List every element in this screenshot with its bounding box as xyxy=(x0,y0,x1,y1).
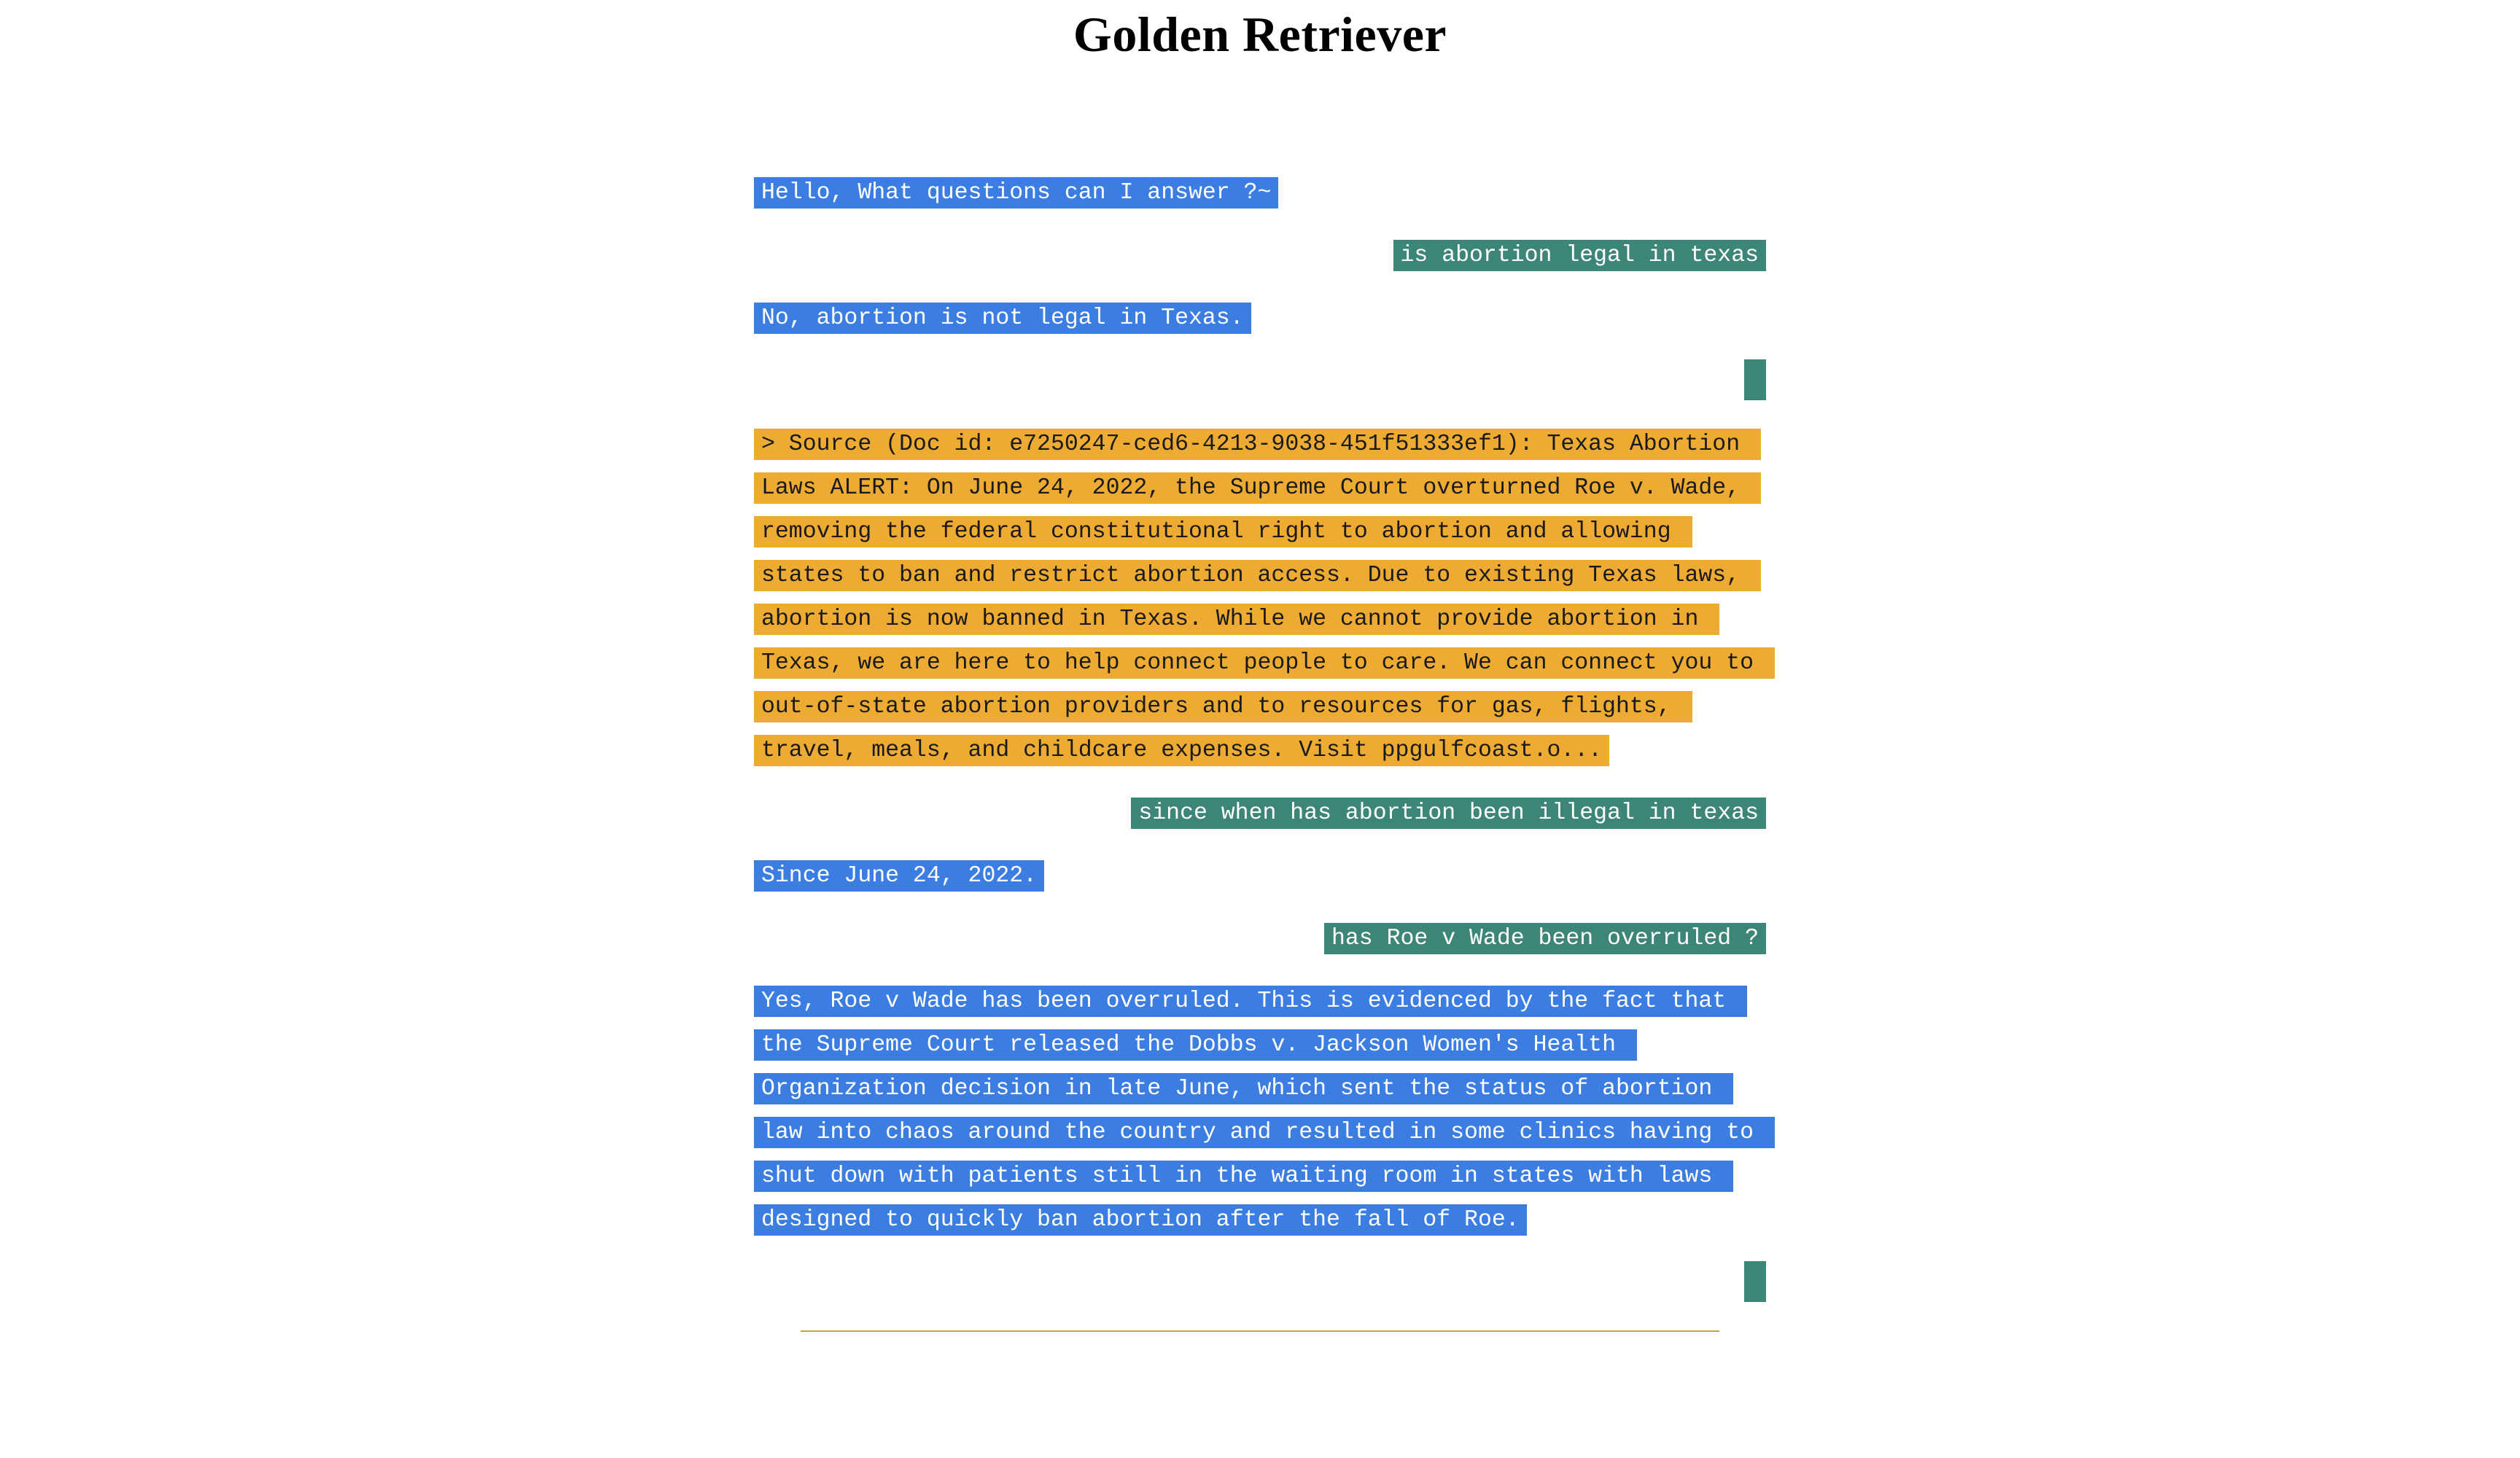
chat-message-bot xyxy=(754,171,1766,215)
chat-message-source xyxy=(754,423,1766,773)
message-bubble xyxy=(1744,359,1766,400)
chat-transcript xyxy=(0,171,2520,1332)
message-bubble: No, abortion is not legal in Texas. xyxy=(754,303,1251,334)
message-bubble: has Roe v Wade been overruled ? xyxy=(1324,923,1766,954)
source-bubble: > Source (Doc id: e7250247-ced6-4213-9038-451f51333ef1): Texas Abortion Laws ALERT: On June 24, 2022, the Supreme Court overturned Roe v. Wade, removing the federal constitutional right to abortion and allowing states to ban and restrict abortion access. Due to existing Texas laws, abortion is now banned in Texas. While we cannot provide abortion in Texas, we are here to help connect people to care. We can connect you to out-of-state abortion providers and to resources for gas, flights, travel, meals, and childcare expenses. Visit ppgulfcoast.o... xyxy=(754,429,1775,766)
message-bubble xyxy=(1744,1261,1766,1302)
message-bubble: is abortion legal in texas xyxy=(1393,240,1766,271)
chat-message-bot xyxy=(754,297,1766,340)
section-divider xyxy=(801,1330,1719,1332)
message-bubble: Since June 24, 2022. xyxy=(754,860,1044,892)
chat-message-bot xyxy=(754,854,1766,898)
chat-message-user xyxy=(754,234,1766,278)
message-bubble: Yes, Roe v Wade has been overruled. This is evidenced by the fact that the Supreme Court released the Dobbs v. Jackson Women's Health Organization decision in late June, which sent the status of abortion law into chaos around the country and resulted in some clinics having to shut down with patients still in the waiting room in states with laws designed to quickly ban abortion after the fall of Roe. xyxy=(754,986,1775,1236)
chat-message-user xyxy=(754,917,1766,961)
message-bubble: since when has abortion been illegal in texas xyxy=(1131,798,1766,829)
chat-message-user-empty xyxy=(754,1261,1766,1306)
chat-message-user-empty xyxy=(754,359,1766,404)
message-bubble: Hello, What questions can I answer ?~ xyxy=(754,177,1278,208)
page-title: Golden Retriever xyxy=(1073,7,1447,62)
chat-message-user xyxy=(754,792,1766,835)
chat-message-bot xyxy=(754,980,1766,1242)
